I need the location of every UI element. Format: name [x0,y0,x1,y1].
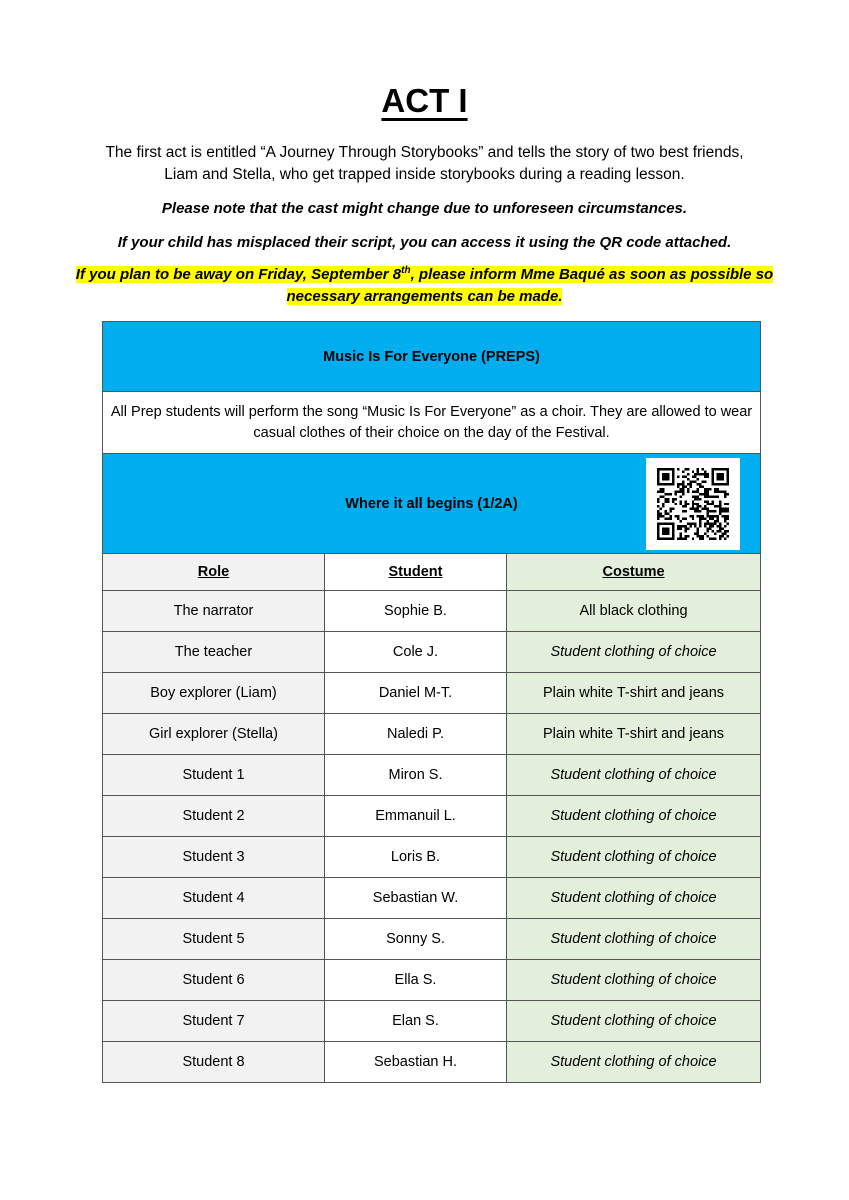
table-row [103,755,761,796]
costume-cell: Student clothing of choice [507,960,761,1001]
group-heading-cell [103,454,761,554]
student-cell: Sophie B. [325,591,507,632]
student-cell: Miron S. [325,755,507,796]
column-header-costume: Costume [507,554,761,591]
away-notice-sup: th [401,265,411,276]
away-notice-highlight [76,266,773,305]
student-cell: Naledi P. [325,714,507,755]
table-row [103,796,761,837]
column-header-student: Student [325,554,507,591]
role-cell: Student 6 [103,960,325,1001]
table-row [103,878,761,919]
costume-cell: Student clothing of choice [507,837,761,878]
costume-cell: Plain white T-shirt and jeans [507,673,761,714]
preps-heading: Music Is For Everyone (PREPS) [103,322,761,392]
table-row [103,919,761,960]
table-row [103,591,761,632]
student-cell: Elan S. [325,1001,507,1042]
student-cell: Ella S. [325,960,507,1001]
costume-cell: Plain white T-shirt and jeans [507,714,761,755]
costume-cell: Student clothing of choice [507,632,761,673]
table-row [103,960,761,1001]
column-header-role: Role [103,554,325,591]
role-cell: Girl explorer (Stella) [103,714,325,755]
role-cell: Student 1 [103,755,325,796]
student-cell: Cole J. [325,632,507,673]
table-row [103,1001,761,1042]
table-row [103,673,761,714]
cast-change-note: Please note that the cast might change due to unforeseen circumstances. [161,200,688,217]
qr-code[interactable] [646,458,740,550]
script-qr-note: If your child has misplaced their script, you can access it using the QR code attached. [117,234,732,251]
costume-cell: Student clothing of choice [507,878,761,919]
table-row [103,837,761,878]
role-cell: Student 5 [103,919,325,960]
intro-paragraph: The first act is entitled “A Journey Through Storybooks” and tells the story of two best friends, Liam and Stella, who get trapped inside storybooks during a reading lesson. [105,144,744,183]
away-notice-part2: , please inform Mme Baqué as soon as possible so necessary arrangements can be made. [286,266,774,305]
cast-table [102,321,761,1083]
student-cell: Daniel M-T. [325,673,507,714]
page-title-text: ACT I [381,82,468,119]
role-cell: The teacher [103,632,325,673]
role-cell: Boy explorer (Liam) [103,673,325,714]
costume-cell: Student clothing of choice [507,755,761,796]
role-cell: Student 3 [103,837,325,878]
table-row [103,714,761,755]
student-cell: Sebastian H. [325,1042,507,1083]
student-cell: Sonny S. [325,919,507,960]
table-row [103,1042,761,1083]
costume-cell: Student clothing of choice [507,919,761,960]
role-cell: Student 2 [103,796,325,837]
preps-description: All Prep students will perform the song “Music Is For Everyone” as a choir. They are allowed to wear casual clothes of their choice on the day of the Festival. [103,392,761,454]
costume-cell: All black clothing [507,591,761,632]
role-cell: The narrator [103,591,325,632]
costume-cell: Student clothing of choice [507,1042,761,1083]
costume-cell: Student clothing of choice [507,796,761,837]
student-cell: Sebastian W. [325,878,507,919]
away-notice [60,264,789,308]
role-cell: Student 4 [103,878,325,919]
page-title [0,82,849,120]
away-notice-part1: If you plan to be away on Friday, September 8 [75,266,402,283]
role-cell: Student 8 [103,1042,325,1083]
costume-cell: Student clothing of choice [507,1001,761,1042]
student-cell: Emmanuil L. [325,796,507,837]
table-row [103,632,761,673]
student-cell: Loris B. [325,837,507,878]
group-heading: Where it all begins (1/2A) [345,495,518,512]
qr-code-icon [657,468,729,540]
role-cell: Student 7 [103,1001,325,1042]
